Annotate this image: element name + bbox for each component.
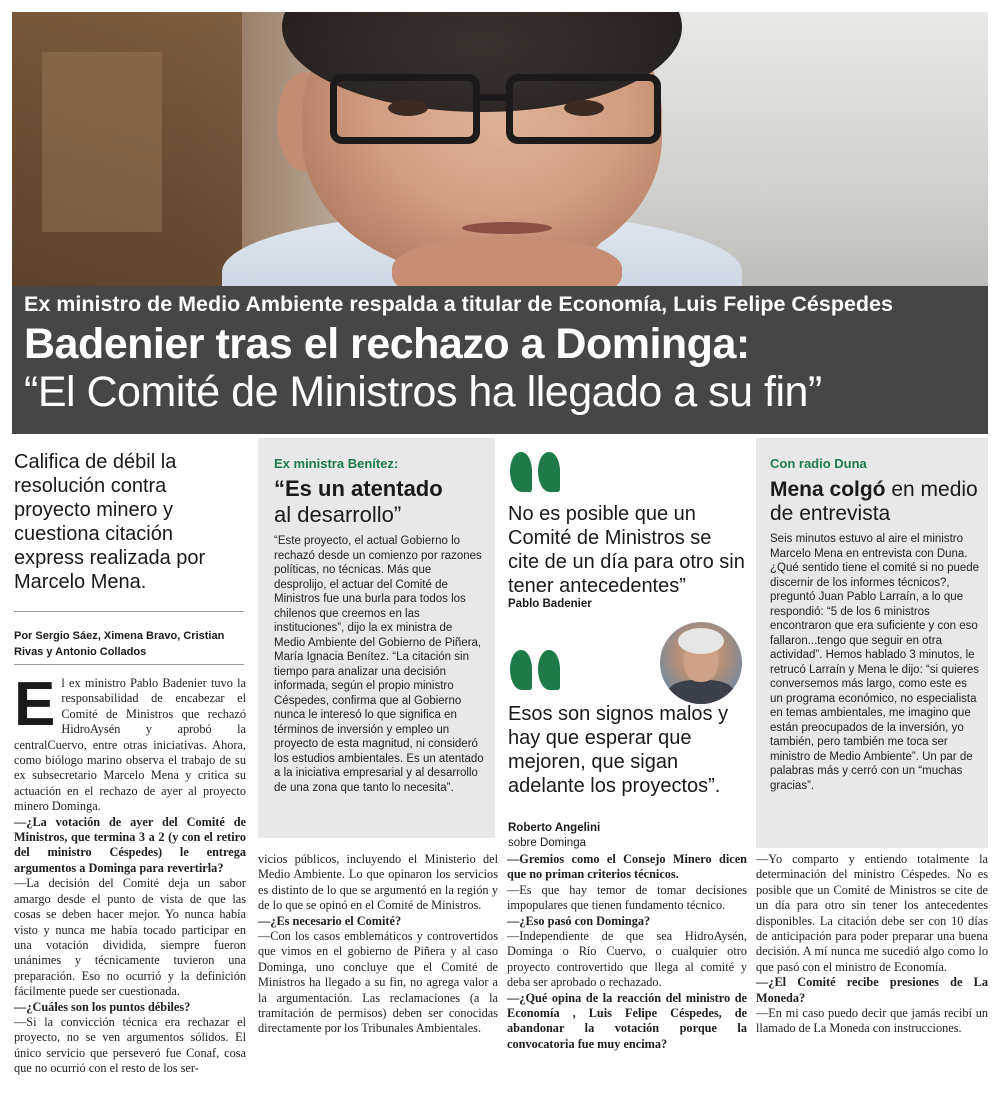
pull-quote-2-author: Roberto Angelini bbox=[508, 822, 601, 834]
body-paragraph: —Con los casos emblemáticos y controvertidos que vimos en el gobierno de Piñera y al caso Dominga, uno concluye que el Comité de Ministros ha llegado a su fin, no agrega valor a la argumentación. Las reclamaciones (a la tramitación de permisos) deben ser conocidas directamente por los Tribunales Ambientales. bbox=[258, 929, 498, 1036]
photo-glasses-left-lens bbox=[330, 74, 480, 144]
interview-question: —¿Qué opina de la reacción del ministro de Economía , Luis Felipe Céspedes, de abandonar la votación porque la convocatoria fue muy encima? bbox=[507, 990, 747, 1051]
article-headline: Badenier tras el rechazo a Dominga: bbox=[24, 320, 750, 368]
interview-question: —¿Es necesario el Comité? bbox=[258, 913, 402, 928]
pull-quote-1-author: Pablo Badenier bbox=[508, 598, 592, 610]
body-paragraph: —La decisión del Comité deja un sabor amargo desde el punto de vista de que las cosas se deben hacer mejor. Yo nunca había visto y nunca me había tocado participar en una votación dividida, siempre fueron unánimes y técnicamente tuvieron una preparación. Eso no ocurrió y la definición fácilmente puede ser cuestionada. bbox=[14, 876, 246, 999]
photo-background-object bbox=[42, 52, 162, 232]
photo-glasses-right-lens bbox=[506, 74, 661, 144]
hero-photo bbox=[12, 12, 988, 286]
byline: Por Sergio Sáez, Ximena Bravo, Cristian Rivas y Antonio Collados bbox=[14, 630, 225, 658]
sidebar-mena-kicker: Con radio Duna bbox=[770, 456, 867, 471]
pull-quote-1: No es posible que un Comité de Ministros se cite de un día para otro sin tener antecedentes” bbox=[508, 503, 745, 597]
sidebar-mena-title-regular: en medio de entrevista bbox=[770, 478, 978, 525]
body-paragraph: —En mi caso puedo decir que jamás recibí un llamado de La Moneda con instrucciones. bbox=[756, 1006, 988, 1036]
article-kicker: Ex ministro de Medio Ambiente respalda a titular de Economía, Luis Felipe Céspedes bbox=[24, 292, 893, 316]
divider bbox=[14, 611, 244, 612]
drop-cap: E bbox=[14, 670, 56, 739]
body-column-4 bbox=[756, 852, 988, 1037]
portrait-hair bbox=[678, 628, 724, 654]
interview-question: —¿Eso pasó con Dominga? bbox=[507, 913, 651, 928]
interview-question: —¿Cuáles son los puntos débiles? bbox=[14, 999, 191, 1014]
body-paragraph: —Independiente de que sea HidroAysén, Dominga o Río Cuervo, o cualquier otro proyecto controvertido que llega al comité y deba ser aprobado o rechazado. bbox=[507, 929, 747, 990]
quote-mark-icon bbox=[510, 452, 570, 500]
portrait-suit bbox=[668, 680, 734, 704]
quote-mark-icon bbox=[510, 650, 570, 698]
body-paragraph: —Si la convicción técnica era rechazar el proyecto, no se ven argumentos sólidos. El único servicio que perseveró fue Conaf, cosa que no ocurrió con el resto de los ser- bbox=[14, 1014, 246, 1076]
body-paragraph: l ex ministro Pablo Badenier tuvo la responsabilidad de encabezar el Comité de Ministros que rechazó HidroAysén y aprobó la centralCuervo, entre otras iniciativas. Ahora, como biólogo marino observa el trabajo de su ex subsecretario Marcelo Mena y critica su actuación en el rechazo de ayer al proyecto minero Dominga. bbox=[14, 676, 246, 814]
pull-quote-2-role: sobre Dominga bbox=[508, 837, 586, 849]
body-paragraph: —Es que hay temor de tomar decisiones impopulares que tienen fundamento técnico. bbox=[507, 882, 747, 913]
sidebar-benitez-body: “Este proyecto, el actual Gobierno lo rechazó desde un comienzo por razones políticas, no técnicas. Más que desprolijo, el actuar del Comité de Ministros fue una burla para todos los chilenos que creemos en las instituciones”, dijo la ex ministra de Medio Ambiente del Gobierno de Piñera, María Ignacia Benítez. “La citación sin tiempo para analizar una decisión informada, según el propio ministro Céspedes, confirma que al Gobierno nunca le interesó lo que significa en términos de inversión y empleo un proyecto de esta magnitud, ni consideró los estudios ambientales. Es un atentado a la iniciativa empresarial y al desarrollo de una zona que tanto lo necesita”. bbox=[274, 535, 484, 794]
interview-question: —¿El Comité recibe presiones de La Moneda? bbox=[756, 975, 988, 1005]
pull-quote-2: Esos son signos malos y hay que esperar que mejoren, que sigan adelante los proyectos”. bbox=[508, 703, 729, 797]
sidebar-mena-body: Seis minutos estuvo al aire el ministro Marcelo Mena en entrevista con Duna. ¿Qué sentido tiene el comité si no puede discernir de los informes técnicos?, preguntó Juan Pablo Larraín, a lo que respondió: “5 de los 6 ministros encontraron que era suficiente y con eso fallaron...tengo que seguir en otra actividad”. Hemos hablado 3 minutos, le retrucó Larraín y Mena le dijo: “si quieres conversemos más largo, como este es un programa económico, no especialista en temas ambientales, me imagino que están preocupados de la inversión, yo también, pero también me toca ser ministro de Medio Ambiente”. Un par de palabras más y cerró con un “muchas gracias”. bbox=[770, 533, 980, 792]
photo-mouth bbox=[462, 222, 552, 234]
sidebar-benitez-title: “Es un atentado bbox=[274, 476, 443, 501]
lead-summary: Califica de débil la resolución contra proyecto minero y cuestiona citación express realizada por Marcelo Mena. bbox=[14, 451, 206, 593]
interview-question: —Gremios como el Consejo Minero dicen que no priman criterios técnicos. bbox=[507, 852, 747, 882]
angelini-portrait bbox=[660, 622, 742, 704]
body-column-2 bbox=[258, 852, 498, 1037]
article-subheadline: “El Comité de Ministros ha llegado a su fin” bbox=[24, 368, 822, 416]
photo-glasses-bridge bbox=[474, 94, 512, 101]
sidebar-benitez-kicker: Ex ministra Benítez: bbox=[274, 456, 399, 471]
body-column-1 bbox=[14, 670, 246, 1077]
body-paragraph: vicios públicos, incluyendo el Ministerio del Medio Ambiente. Lo que opinaron los servicios es distinto de lo que se argumentó en la región y de lo que se opinó en el Comité de Ministros. bbox=[258, 852, 498, 913]
interview-question: —¿La votación de ayer del Comité de Ministros, que termina 3 a 2 (y con el retiro del ministro Céspedes) le entrega argumentos a Dominga para revertirla? bbox=[14, 814, 246, 875]
photo-hand bbox=[392, 237, 622, 286]
body-column-3 bbox=[507, 852, 747, 1052]
sidebar-mena-title-bold: Mena colgó bbox=[770, 478, 886, 501]
body-paragraph: —Yo comparto y entiendo totalmente la determinación del ministro Céspedes. No es posible que un Comité de Ministros se cite de un día para otro sin tener los antecedentes disponibles. La citación debe ser con 10 días de anticipación para poder preparar una buena decisión. A mí nunca me sucedió algo como lo que pasó con el ministro de Economía. bbox=[756, 852, 988, 974]
sidebar-benitez-title-cont: al desarrollo” bbox=[274, 502, 402, 527]
divider bbox=[14, 664, 244, 665]
sidebar-mena-title bbox=[770, 478, 982, 526]
